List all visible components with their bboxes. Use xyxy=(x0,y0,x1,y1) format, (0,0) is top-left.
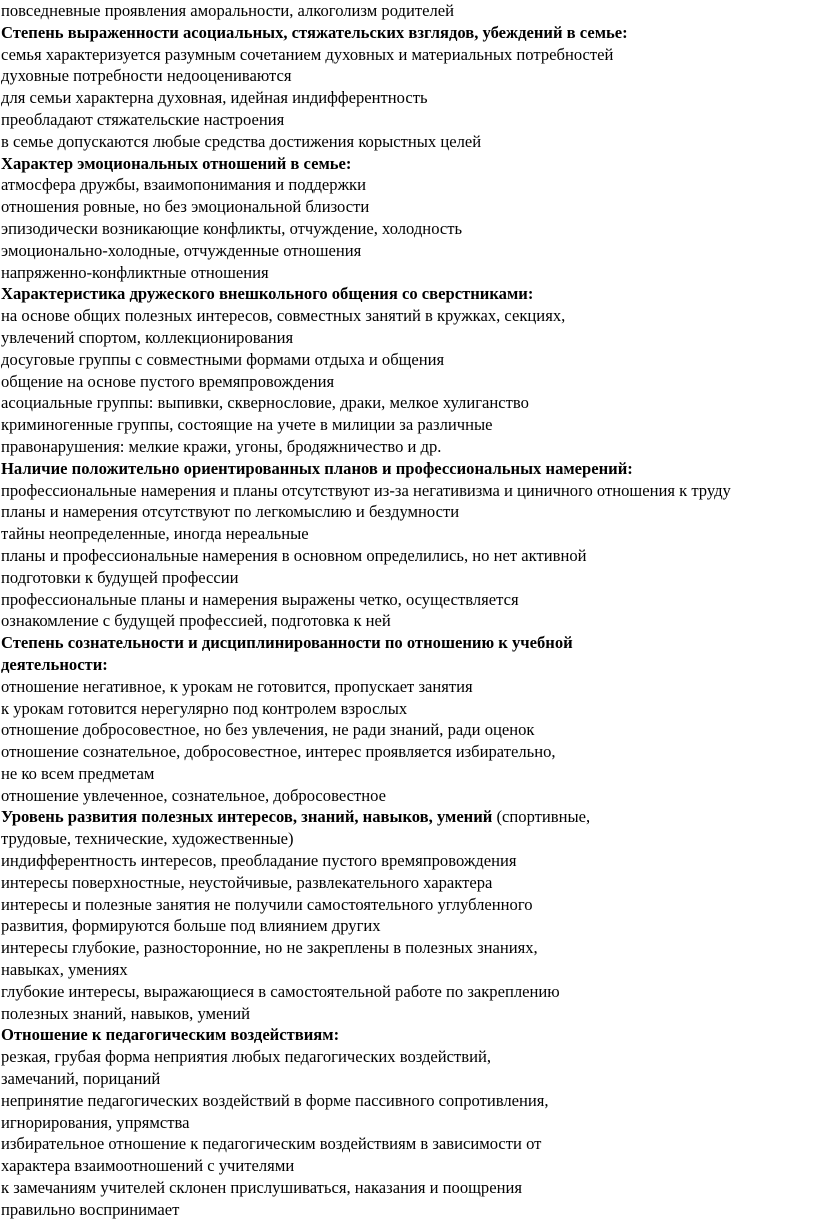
text-line: избирательное отношение к педагогическим воздействиям в зависимости от xyxy=(1,1134,542,1154)
section-heading-text: Уровень развития полезных интересов, знаний, навыков, умений xyxy=(1,807,493,827)
text-line: индифферентность интересов, преобладание пустого времяпровождения xyxy=(1,851,517,871)
text-line: к замечаниям учителей склонен прислушиваться, наказания и поощрения xyxy=(1,1178,522,1198)
section-heading-suffix: (спортивные, xyxy=(492,807,591,827)
section-heading: Характеристика дружеского внешкольного общения со сверстниками: xyxy=(1,284,534,304)
text-line: правонарушения: мелкие кражи, угоны, бродяжничество и др. xyxy=(1,436,442,456)
text-line: досуговые группы с совместными формами отдыха и общения xyxy=(1,349,445,369)
text-line: асоциальные группы: выпивки, сквернословие, драки, мелкое хулиганство xyxy=(1,393,529,413)
text-line: характера взаимоотношений с учителями xyxy=(1,1156,295,1176)
text-line: планы и намерения отсутствуют по легкомыслию и бездумности xyxy=(1,502,460,522)
section-heading: Наличие положительно ориентированных планов и профессиональных намерений: xyxy=(1,458,633,478)
text-line: отношение негативное, к урокам не готовится, пропускает занятия xyxy=(1,676,473,696)
text-line: профессиональные планы и намерения выражены четко, осуществляется xyxy=(1,589,519,609)
text-line: тайны неопределенные, иногда нереальные xyxy=(1,524,309,544)
text-line: для семьи характерна духовная, идейная индифферентность xyxy=(1,88,428,108)
text-line: эмоционально-холодные, отчужденные отношения xyxy=(1,240,362,260)
text-line: интересы поверхностные, неустойчивые, развлекательного характера xyxy=(1,872,493,892)
text-line: профессиональные намерения и планы отсутствуют из-за негативизма и циничного отношения к труду xyxy=(1,480,731,500)
section-heading: деятельности: xyxy=(1,654,108,674)
text-line: непринятие педагогических воздействий в форме пассивного сопротивления, xyxy=(1,1090,549,1110)
text-line: полезных знаний, навыков, умений xyxy=(1,1003,251,1023)
text-line: навыках, умениях xyxy=(1,960,128,980)
text-line: развития, формируются больше под влиянием других xyxy=(1,916,381,936)
text-line: интересы глубокие, разносторонние, но не закреплены в полезных знаниях, xyxy=(1,938,538,958)
text-line: увлечений спортом, коллекционирования xyxy=(1,327,294,347)
text-line: духовные потребности недооцениваются xyxy=(1,66,292,86)
text-line: эпизодически возникающие конфликты, отчуждение, холодность xyxy=(1,218,463,238)
text-line: отношение добросовестное, но без увлечения, не ради знаний, ради оценок xyxy=(1,720,535,740)
text-line: на основе общих полезных интересов, совместных занятий в кружках, секциях, xyxy=(1,306,566,326)
text-line: замечаний, порицаний xyxy=(1,1069,161,1089)
text-line: криминогенные группы, состоящие на учете в милиции за различные xyxy=(1,415,493,435)
text-line: повседневные проявления аморальности, алкоголизм родителей xyxy=(1,1,454,20)
text-line: атмосфера дружбы, взаимопонимания и поддержки xyxy=(1,175,366,195)
text-line: преобладают стяжательские настроения xyxy=(1,109,285,129)
section-heading: Отношение к педагогическим воздействиям: xyxy=(1,1025,340,1045)
text-line: ознакомление с будущей профессией, подготовка к ней xyxy=(1,611,391,631)
text-line: не ко всем предметам xyxy=(1,763,155,783)
text-line: к урокам готовится нерегулярно под контролем взрослых xyxy=(1,698,408,718)
text-line: отношение увлеченное, сознательное, добросовестное xyxy=(1,785,386,805)
text-line: трудовые, технические, художественные) xyxy=(1,829,294,849)
text-line: интересы и полезные занятия не получили самостоятельного углубленного xyxy=(1,894,533,914)
text-line: отношения ровные, но без эмоциональной близости xyxy=(1,197,370,217)
text-line: отношение сознательное, добросовестное, интерес проявляется избирательно, xyxy=(1,742,556,762)
text-line: глубокие интересы, выражающиеся в самостоятельной работе по закреплению xyxy=(1,981,560,1001)
text-line: планы и профессиональные намерения в основном определились, но нет активной xyxy=(1,545,587,565)
section-heading: Характер эмоциональных отношений в семье: xyxy=(1,153,352,173)
text-line: резкая, грубая форма неприятия любых педагогических воздействий, xyxy=(1,1047,492,1067)
text-line: подготовки к будущей профессии xyxy=(1,567,239,587)
section-heading: Степень сознательности и дисциплинированности по отношению к учебной xyxy=(1,633,573,653)
section-heading: Степень выраженности асоциальных, стяжательских взглядов, убеждений в семье: xyxy=(1,22,628,42)
text-line: общение на основе пустого времяпровождения xyxy=(1,371,335,391)
text-line: игнорирования, упрямства xyxy=(1,1112,190,1132)
text-line: правильно воспринимает xyxy=(1,1199,180,1219)
text-line: семья характеризуется разумным сочетанием духовных и материальных потребностей xyxy=(1,44,614,64)
text-line: в семье допускаются любые средства достижения корыстных целей xyxy=(1,131,482,151)
text-line: напряженно-конфликтные отношения xyxy=(1,262,269,282)
section-heading xyxy=(1,806,816,828)
